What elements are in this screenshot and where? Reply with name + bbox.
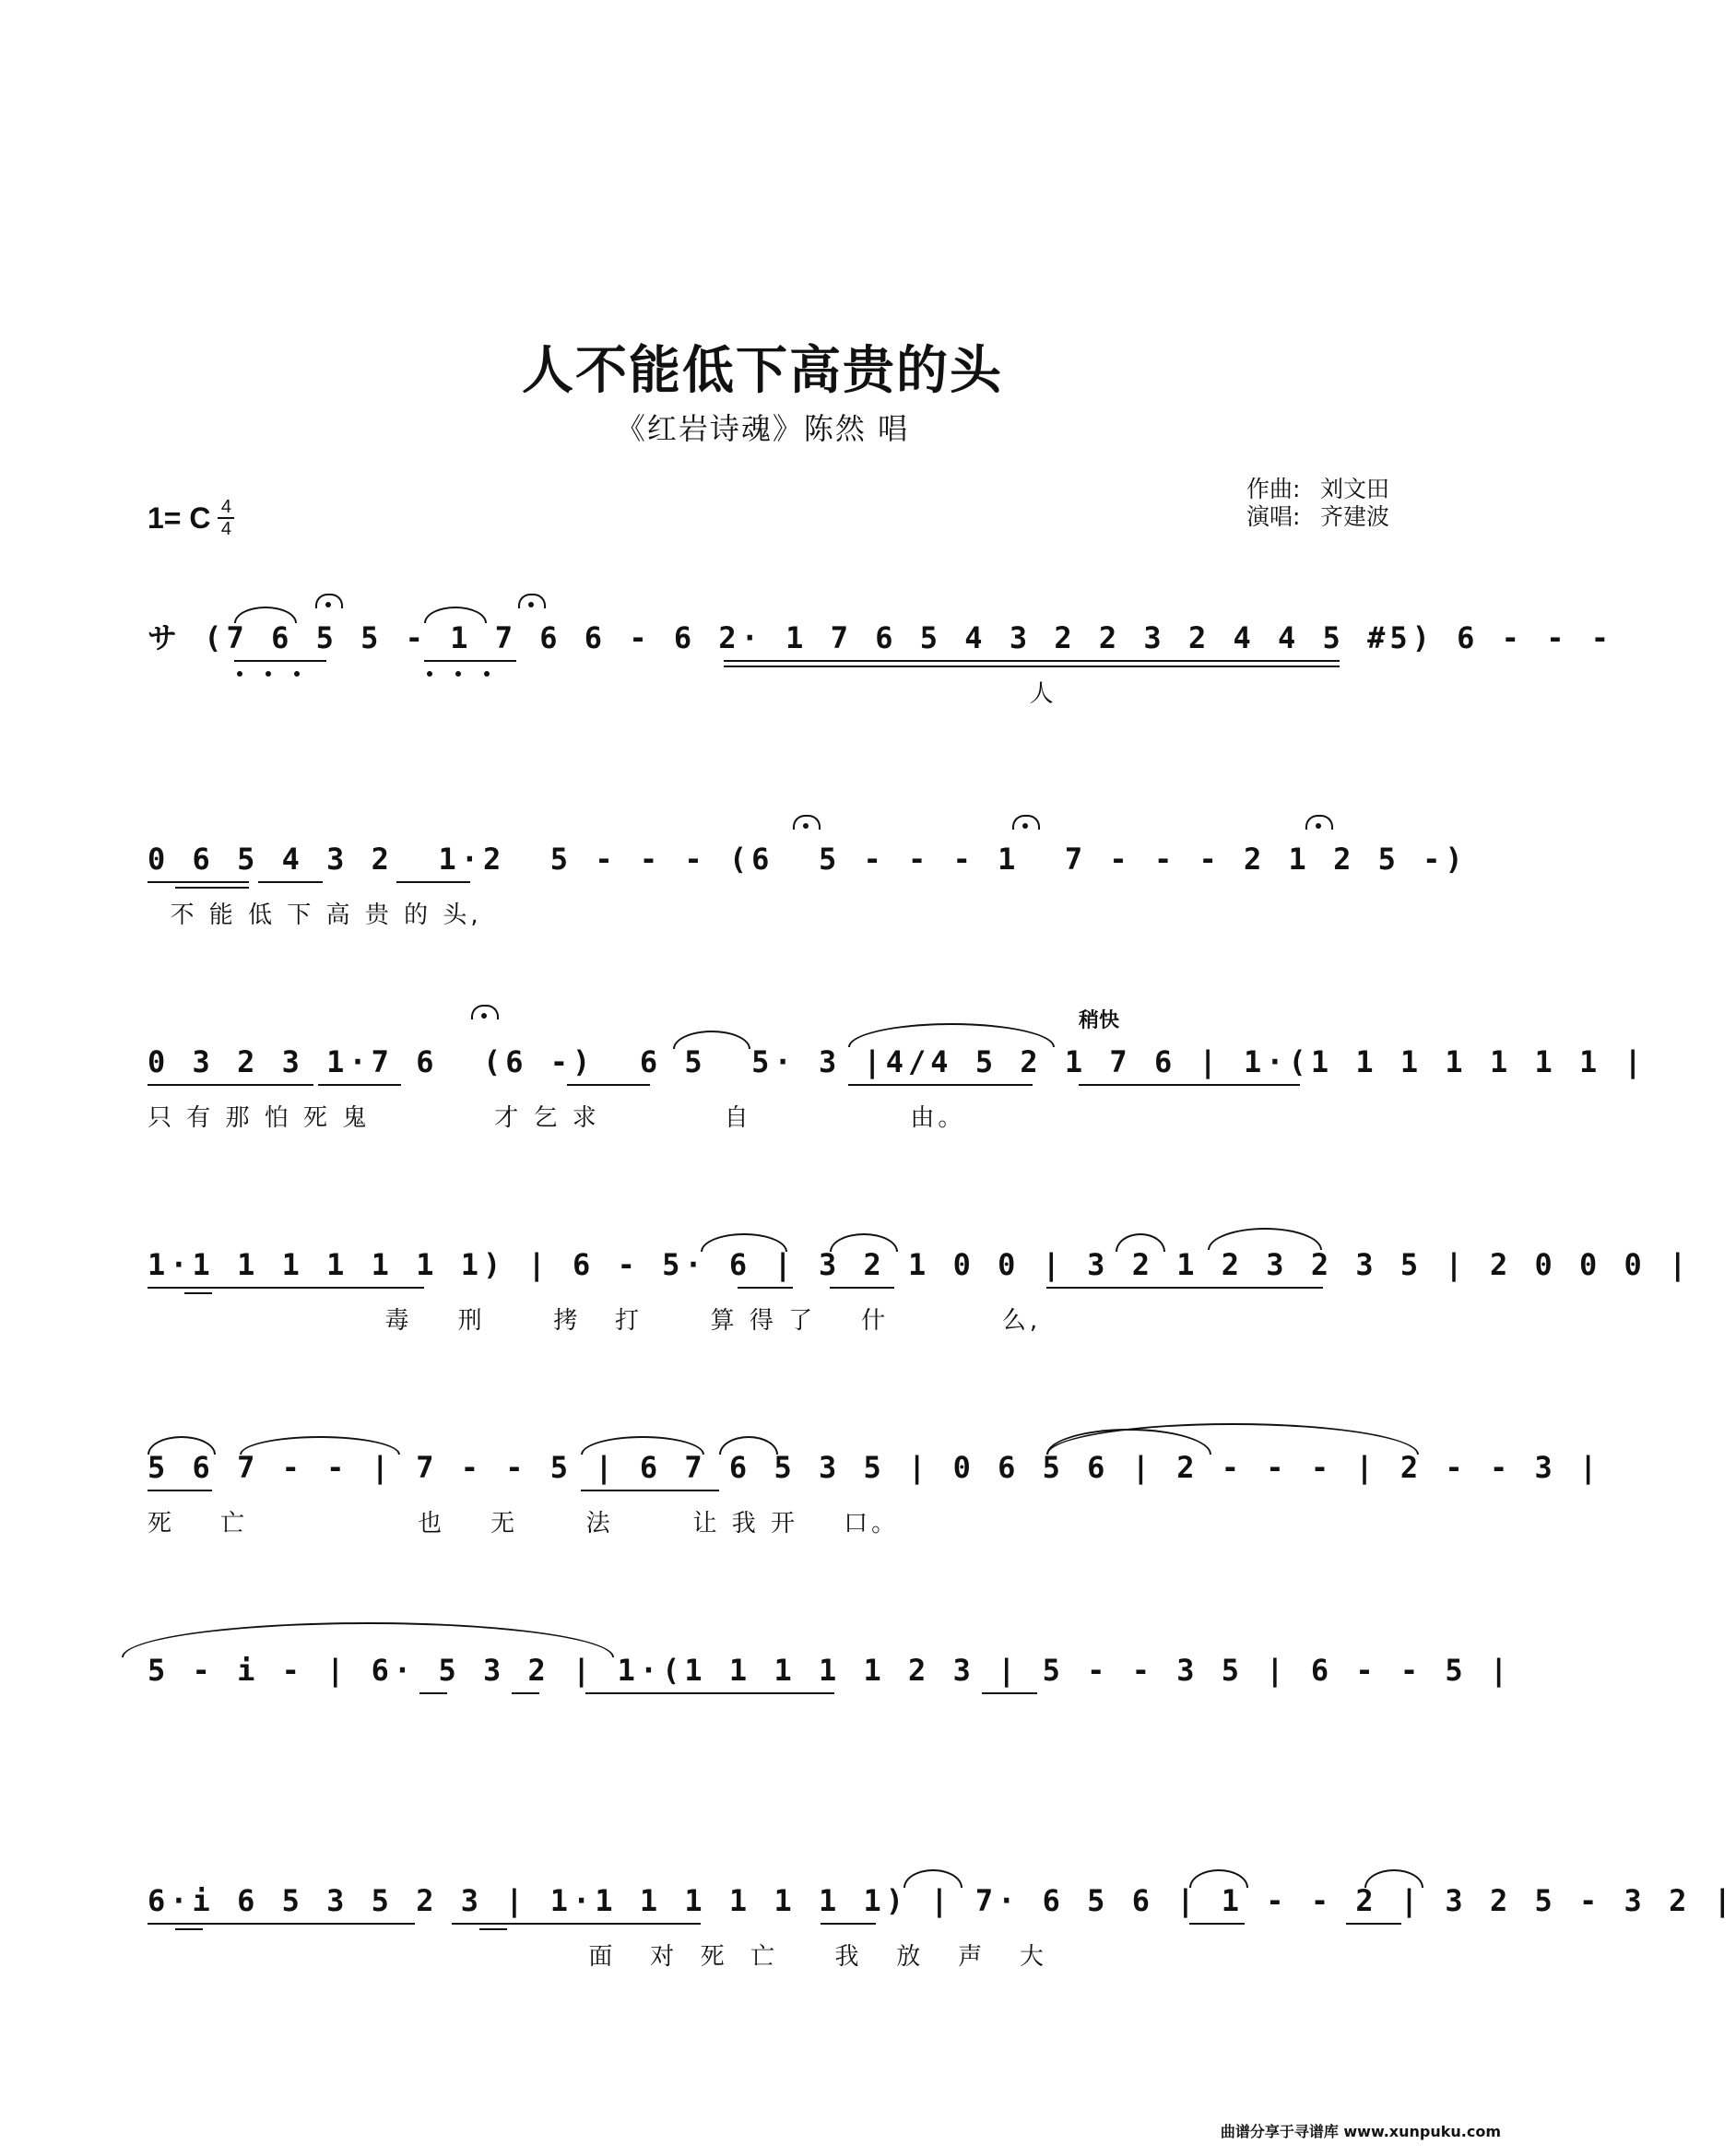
- notation-line: 5 6 7 - - | 7 - - 5 | 6 7 6 5 3 5 | 0 6 5 6 | 2 - - - | 2 - - 3 |: [148, 1450, 1602, 1485]
- score-system-4: [148, 1235, 1692, 1337]
- lyrics-line: 面 对 死 亡 我 放 声 大: [148, 1943, 1047, 1971]
- credit-label: 演唱:: [1246, 503, 1301, 530]
- time-signature-bottom: 4: [220, 519, 232, 539]
- key-label: 1= C: [148, 501, 211, 535]
- credit-singer: [1246, 503, 1389, 531]
- notation-line: 0 3 2 3 1·7 6 (6 -) 6 5 5· 3 |4/4 5 2 1 7 6 | 1·(1 1 1 1 1 1 1 |: [148, 1044, 1647, 1079]
- notation-line: 0 6 5 4 3 2 1·2 5 - - - (6 5 - - - 1 7 - - - 2 1 2 5 -): [148, 842, 1468, 877]
- notation-line: 5 - i - | 6· 5 3 2 | 1·(1 1 1 1 1 2 3 | 5 - - 3 5 | 6 - - 5 |: [148, 1653, 1513, 1688]
- score-system-3: [148, 1009, 1647, 1134]
- score-system-1: [148, 608, 1613, 710]
- score-system-2: [148, 830, 1468, 931]
- time-signature: [218, 498, 234, 538]
- lyrics-line: 不 能 低 下 高 贵 的 头,: [148, 901, 482, 929]
- credit-composer: [1246, 476, 1389, 503]
- score-system-6: [148, 1641, 1513, 1742]
- credits: [1246, 476, 1389, 531]
- time-signature-top: 4: [220, 497, 232, 517]
- credit-value: 刘文田: [1320, 476, 1390, 502]
- song-subtitle: 《红岩诗魂》陈然 唱: [615, 411, 910, 446]
- notation-line: 1·1 1 1 1 1 1 1) | 6 - 5· 6 | 3 2 1 0 0 | 3 2 1 2 3 2 3 5 | 2 0 0 0 |: [148, 1247, 1692, 1282]
- lyrics-line: 毒 刑 拷 打 算 得 了 什 么,: [148, 1307, 1042, 1335]
- score-system-5: [148, 1438, 1602, 1539]
- song-title: 人不能低下高贵的头: [522, 340, 1003, 401]
- key-signature: [148, 498, 234, 538]
- tempo-mark: 稍快: [1079, 1009, 1120, 1032]
- lyrics-line: 人: [148, 680, 1057, 708]
- notation-line: 6·i 6 5 3 5 2 3 | 1·1 1 1 1 1 1 1) | 7· 6 5 6 | 1 - - 2 | 3 2 5 - 3 2 |: [148, 1883, 1736, 1918]
- notation-line: サ (7 6 5 5 - 1 7 6 6 - 6 2· 1 7 6 5 4 3 2 2 3 2 4 4 5 #5) 6 - - -: [148, 620, 1613, 655]
- lyrics-line: 死 亡 也 无 法 让 我 开 口。: [148, 1510, 900, 1537]
- footer-watermark: 曲谱分享于寻谱库 www.xunpuku.com: [1220, 2123, 1501, 2140]
- score-system-7: [148, 1871, 1736, 1973]
- lyrics-line: 只 有 那 怕 死 鬼 才 乞 求 自 由。: [148, 1104, 966, 1132]
- credit-value: 齐建波: [1320, 503, 1390, 530]
- credit-label: 作曲:: [1246, 476, 1301, 502]
